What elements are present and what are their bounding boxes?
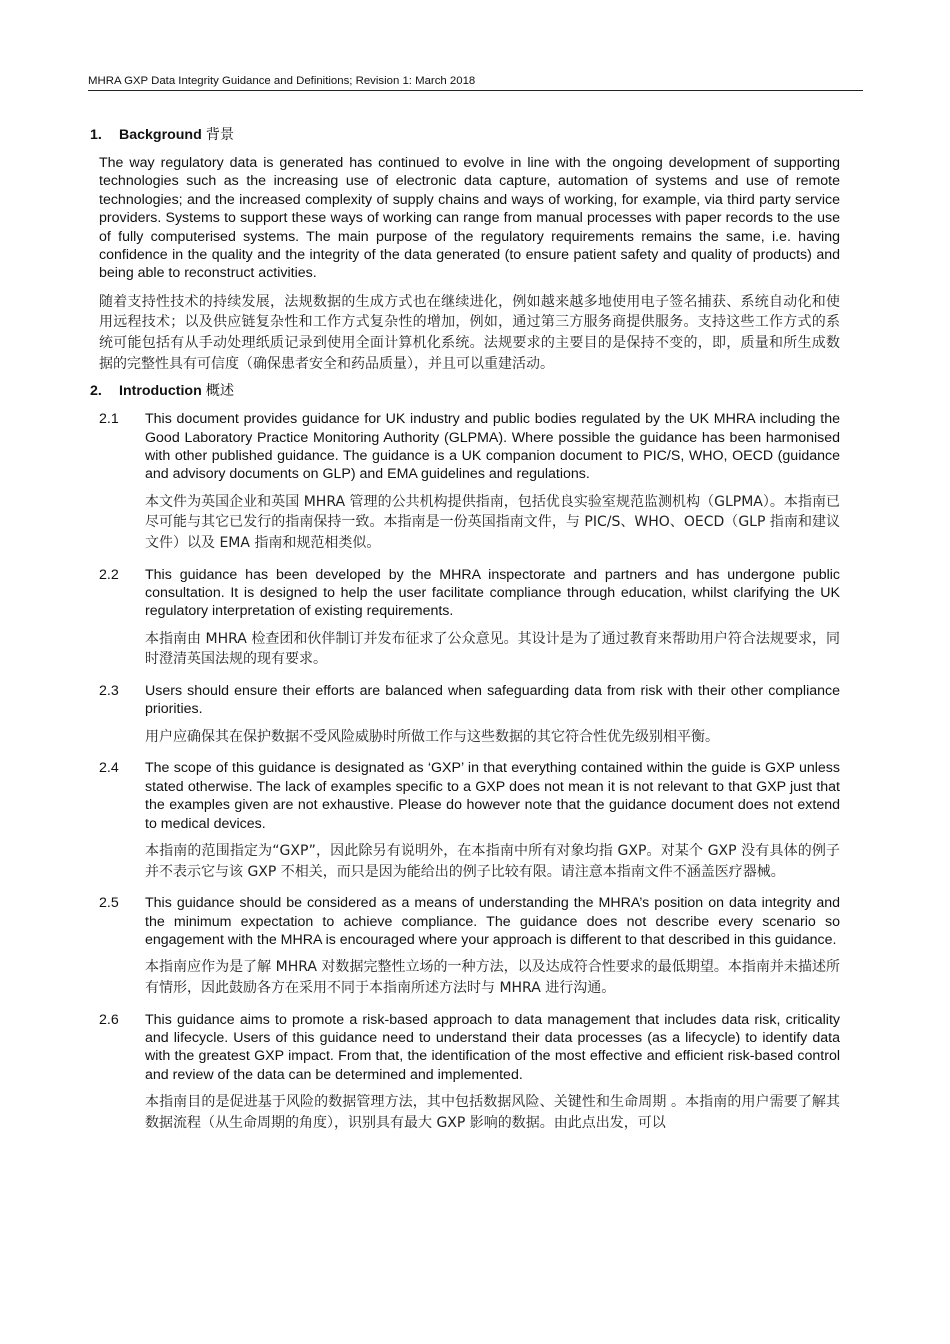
clause-2-1	[99, 410, 840, 553]
clause-number: 2.4	[99, 760, 119, 777]
clause-2-6	[99, 1011, 840, 1134]
section-number: 1.	[90, 127, 102, 143]
clause-number: 2.2	[99, 566, 119, 583]
clause-text-cn: 本指南的范围指定为“GXP”，因此除另有说明外，在本指南中所有对象均指 GXP。对某个 GXP 没有具体的例子并不表示它与该 GXP 不相关，而只是因为能给出的例子比较有限。请注意本指南文件不涵盖医疗器械。	[145, 843, 840, 880]
clause-number: 2.3	[99, 683, 119, 700]
section-number: 2.	[90, 383, 102, 400]
clause-text-cn: 用户应确保其在保护数据不受风险威胁时所做工作与这些数据的其它符合性优先级别相平衡。	[145, 728, 719, 745]
section-title: Background	[119, 127, 202, 143]
clause-number: 2.1	[99, 411, 119, 428]
clause-text-en: This document provides guidance for UK industry and public bodies regulated by the UK MHRA including the Good Laboratory Practice Monitoring Authority (GLPMA). Where possible the guidance has been harmonised with other published guidance. The guidance is a UK companion document to PIC/S, WHO, OECD (guidance and advisory documents on GLP) and EMA guidelines and regulations.	[145, 411, 840, 483]
clause-text-cn: 本指南目的是促进基于风险的数据管理方法，其中包括数据风险、关键性和生命周期 。本指南的用户需要了解其数据流程（从生命周期的角度），识别具有最大 GXP 影响的数据。由此点出发，可以	[145, 1094, 840, 1131]
clause-text-en: This guidance should be considered as a means of understanding the MHRA’s position on data integrity and the minimum expectation to achieve compliance. The guidance does not describe every scenario so engagement with the MHRA is encouraged where your approach is different to that described in this guidance.	[145, 895, 840, 949]
clause-text-cn: 本指南应作为是了解 MHRA 对数据完整性立场的一种方法，以及达成符合性要求的最低期望。本指南并未描述所有情形，因此鼓励各方在采用不同于本指南所述方法时与 MHRA 进行沟通。	[145, 959, 840, 997]
header-title: MHRA GXP Data Integrity Guidance and Definitions; Revision 1: March 2018	[88, 75, 476, 87]
clause-text-en: The scope of this guidance is designated as ‘GXP’ in that everything contained within the guide is GXP unless stated otherwise. The lack of examples specific to a GXP does not mean it is not relevant to that GXP just that the examples given are not exhaustive. Please do however note that the guidance document does not extend to medical devices.	[145, 760, 840, 832]
clause-number: 2.6	[99, 1011, 119, 1028]
clause-text-en: This guidance has been developed by the MHRA inspectorate and partners and has undergone public consultation. It is designed to help the user facilitate compliance through education, whilst clarifying the UK regulatory interpretation of existing requirements.	[145, 566, 840, 620]
section-title: Introduction	[119, 383, 202, 400]
clause-text-en: Users should ensure their efforts are balanced when safeguarding data from risk with their other compliance priorities.	[145, 683, 840, 718]
clause-text-en: This guidance aims to promote a risk-based approach to data management that includes data risk, criticality and lifecycle. Users of this guidance need to understand their data processes (as a lifecycle) to identify data with the greatest GXP impact. From that, the identification of the most effective and efficient risk-based control and review of the data can be determined and implemented.	[145, 1011, 840, 1083]
clause-text-cn: 本文件为英国企业和英国 MHRA 管理的公共机构提供指南，包括优良实验室规范监测机构（GLPMA）。本指南已尽可能与其它已发行的指南保持一致。本指南是一份英国指南文件，与 PIC/S、WHO、OECD（GLP 指南和建议文件）以及 EMA 指南和规范相类似。	[145, 493, 840, 552]
background-paragraph-cn: 随着支持性技术的持续发展，法规数据的生成方式也在继续进化，例如越来越多地使用电子签名捕获、系统自动化和使用远程技术；以及供应链复杂性和工作方式复杂性的增加，例如，通过第三方服务商提供服务。支持这些工作方式的系统可能包括有从手动处理纸质记录到使用全面计算机化系统。法规要求的主要目的是保持不变的，即，质量和所生成数据的完整性具有可信度（确保患者安全和药品质量），并且可以重建活动。	[99, 293, 840, 372]
section-heading-background	[90, 126, 840, 145]
section-title-cn: 概述	[205, 383, 235, 400]
document-body	[90, 126, 840, 1145]
clause-number: 2.5	[99, 895, 119, 912]
section-heading-introduction	[90, 382, 840, 401]
clause-2-4	[99, 759, 840, 882]
clause-2-5	[99, 894, 840, 998]
running-header	[88, 74, 863, 91]
clause-text-cn: 本指南由 MHRA 检查团和伙伴制订并发布征求了公众意见。其设计是为了通过教育来帮助用户符合法规要求，同时澄清英国法规的现有要求。	[145, 630, 840, 668]
clause-2-2	[99, 566, 840, 670]
clause-2-3	[99, 682, 840, 747]
background-paragraph-en: The way regulatory data is generated has continued to evolve in line with the ongoing development of supporting technologies such as the increasing use of electronic data capture, automation of systems and use of remote technologies; and the increased complexity of supply chains and ways of working, for example, via third party service providers. Systems to support these ways of working can range from manual processes with paper records to the use of fully computerised systems. The main purpose of the regulatory requirements remains the same, i.e. having confidence in the quality and the integrity of the data generated (to ensure patient safety and quality of products) and being able to reconstruct activities.	[99, 155, 840, 282]
section-title-cn: 背景	[205, 127, 235, 143]
